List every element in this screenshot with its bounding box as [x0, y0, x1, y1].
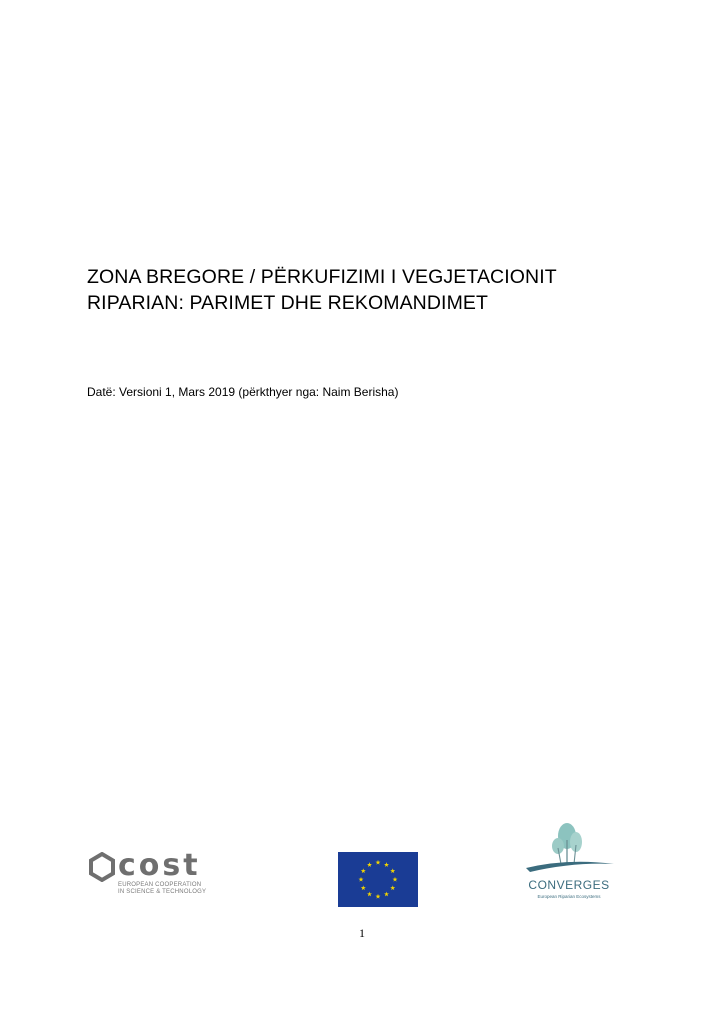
page-number: 1	[359, 926, 365, 940]
title-line-1: ZONA BREGORE / PËRKUFIZIMI I VEGJETACIONIT	[87, 266, 557, 288]
trees-river-icon	[518, 818, 620, 878]
converges-tagline: European Riparian Ecosystems	[537, 894, 601, 899]
eu-flag-icon	[338, 852, 418, 907]
cost-hexagon-icon	[88, 852, 116, 882]
converges-wordmark: CONVERGES	[528, 878, 610, 892]
cost-tagline-line-2: IN SCIENCE & TECHNOLOGY	[118, 889, 207, 895]
converges-logo	[518, 818, 620, 908]
date-line: Datë: Versioni 1, Mars 2019 (përkthyer nga: Naim Berisha)	[87, 385, 399, 399]
cost-tagline-line-1: EUROPEAN COOPERATION	[118, 882, 202, 888]
cost-wordmark: cost	[118, 848, 201, 883]
document-title	[87, 264, 647, 316]
title-line-2: RIPARIAN: PARIMET DHE REKOMANDIMET	[87, 292, 489, 314]
cost-logo	[88, 848, 212, 896]
